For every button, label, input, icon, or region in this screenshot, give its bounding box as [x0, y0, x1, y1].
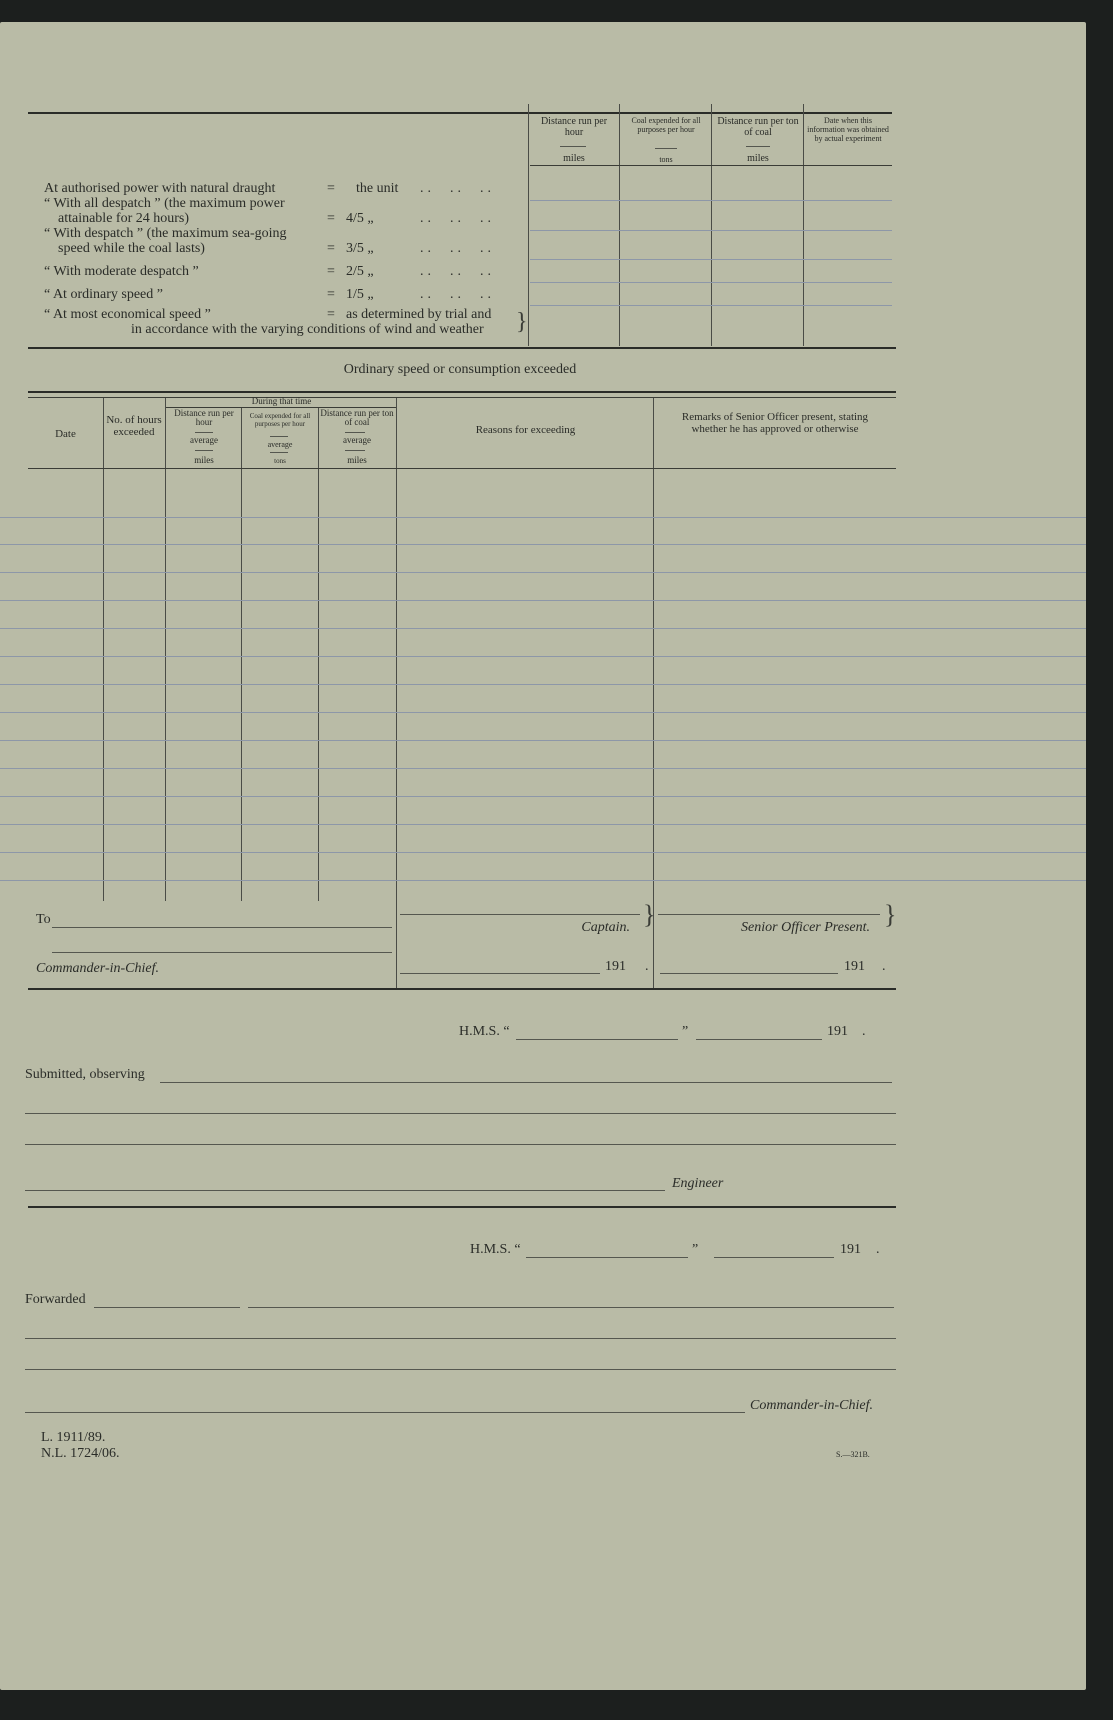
row-label-cont: in accordance with the varying conditions of wind and weather	[131, 322, 484, 337]
col-divider	[396, 398, 397, 988]
leader-dots: .. .. ..	[420, 264, 495, 279]
header-group: During that time	[251, 396, 312, 406]
forwarded-line[interactable]	[248, 1307, 894, 1308]
row-label: “ At ordinary speed ”	[44, 287, 163, 302]
captain-signature-line[interactable]	[400, 914, 640, 915]
ship-name-line[interactable]	[526, 1257, 688, 1258]
commander-label: Commander-in-Chief.	[750, 1398, 873, 1413]
period: .	[862, 1024, 866, 1039]
unit-miles: miles	[347, 455, 367, 465]
close-quote: ”	[692, 1242, 699, 1257]
form-page	[0, 22, 1086, 1690]
row-label-cont: attainable for 24 hours)	[58, 211, 190, 226]
ruled-line	[0, 600, 1086, 601]
ruled-line	[530, 259, 892, 260]
row-label: At authorised power with natural draught	[44, 181, 276, 196]
header-reasons: Reasons for exceeding	[475, 424, 576, 436]
col-divider	[241, 407, 242, 901]
section-rule-thin	[28, 397, 896, 398]
ruled-line	[0, 824, 1086, 825]
row-label: “ With moderate despatch ”	[44, 264, 199, 279]
section-rule	[28, 1206, 896, 1208]
leader-dots: .. .. ..	[420, 211, 495, 226]
to-address-line[interactable]	[52, 927, 392, 928]
header-underline	[270, 452, 288, 453]
ruled-line	[530, 282, 892, 283]
to-address-line-2[interactable]	[52, 952, 392, 953]
unit-miles: miles	[747, 153, 769, 164]
ruled-line	[0, 517, 1086, 518]
row-value: 3/5 „	[346, 241, 374, 256]
header-distance-per-hour: Distance run per hour	[540, 116, 608, 138]
observation-line[interactable]	[25, 1113, 896, 1114]
row-value: as determined by trial and	[346, 307, 492, 322]
forwarded-line[interactable]	[25, 1338, 896, 1339]
row-eq: =	[327, 307, 335, 322]
header-bottom-rule	[530, 165, 892, 166]
engineer-label: Engineer	[672, 1176, 724, 1191]
leader-dots: .. .. ..	[420, 241, 495, 256]
row-value: the unit	[356, 181, 399, 196]
label-average: average	[343, 435, 371, 445]
year: 191	[840, 1242, 861, 1257]
unit-miles: miles	[194, 455, 214, 465]
ruled-line	[530, 230, 892, 231]
col-divider	[318, 407, 319, 901]
ruled-line	[0, 880, 1086, 881]
period: .	[876, 1242, 880, 1257]
ruled-line	[530, 305, 892, 306]
senior-year: 191	[844, 959, 865, 974]
leader-dots: .. .. ..	[420, 287, 495, 302]
leader-dots: .. .. ..	[420, 181, 495, 196]
header-hours: No. of hours exceeded	[106, 414, 162, 438]
col-divider	[528, 104, 529, 346]
section-rule	[28, 988, 896, 990]
date-line[interactable]	[714, 1257, 834, 1258]
label-average: average	[190, 435, 218, 445]
section-rule	[28, 347, 896, 349]
col-divider	[165, 398, 166, 901]
submitted-label: Submitted, observing	[25, 1067, 145, 1082]
section-title: Ordinary speed or consumption exceeded	[343, 362, 577, 377]
ruled-line	[0, 852, 1086, 853]
footer-ref: L. 1911/89.	[41, 1430, 106, 1445]
ruled-line	[0, 768, 1086, 769]
header-date-experiment: Date when this information was obtained by actual experiment	[807, 116, 889, 143]
ruled-line	[0, 740, 1086, 741]
unit-tons: tons	[659, 155, 673, 164]
ruled-line	[0, 544, 1086, 545]
ruled-line	[0, 712, 1086, 713]
brace: }	[643, 900, 656, 929]
footer-ref: N.L. 1724/06.	[41, 1446, 120, 1461]
period: .	[882, 959, 886, 974]
forwarded-label: Forwarded	[25, 1292, 86, 1307]
year: 191	[827, 1024, 848, 1039]
observation-line[interactable]	[160, 1082, 892, 1083]
brace: }	[884, 900, 897, 929]
hms-label: H.M.S. “	[459, 1024, 510, 1039]
commander-label: Commander-in-Chief.	[36, 961, 159, 976]
header-underline	[655, 148, 677, 149]
captain-label: Captain.	[581, 920, 630, 935]
header-underline	[560, 146, 586, 147]
row-label-cont: speed while the coal lasts)	[58, 241, 205, 256]
header-remarks: Remarks of Senior Officer present, stating whether he has approved or otherwise	[681, 411, 869, 435]
row-eq: =	[327, 181, 335, 196]
ruled-line	[0, 628, 1086, 629]
period: .	[645, 959, 649, 974]
row-value: 1/5 „	[346, 287, 374, 302]
header-underline	[270, 436, 288, 437]
header-underline	[195, 450, 213, 451]
header-date: Date	[55, 428, 76, 440]
header-distance-per-ton: Distance run per ton of coal	[717, 116, 799, 138]
col-divider	[103, 398, 104, 901]
row-label: “ With all despatch ” (the maximum power	[44, 196, 285, 211]
date-line[interactable]	[696, 1039, 822, 1040]
header-bottom-rule	[28, 468, 896, 469]
captain-date-line[interactable]	[400, 973, 600, 974]
row-label: “ At most economical speed ”	[44, 307, 211, 322]
row-label: “ With despatch ” (the maximum sea-going	[44, 226, 287, 241]
section-rule	[28, 391, 896, 393]
ruled-line	[0, 684, 1086, 685]
hms-label: H.M.S. “	[470, 1242, 521, 1257]
unit-miles: miles	[563, 153, 585, 164]
col-divider	[803, 104, 804, 346]
header-coal-per-hour: Coal expended for all purposes per hour	[249, 412, 311, 428]
header-underline	[195, 432, 213, 433]
brace: }	[516, 309, 528, 335]
header-dist-per-ton: Distance run per ton of coal	[320, 408, 394, 427]
ruled-line	[0, 572, 1086, 573]
row-value: 2/5 „	[346, 264, 374, 279]
senior-officer-label: Senior Officer Present.	[741, 920, 870, 935]
form-code: S.—321B.	[836, 1450, 870, 1459]
engineer-signature-line[interactable]	[25, 1190, 665, 1191]
forwarded-line[interactable]	[94, 1307, 240, 1308]
header-coal-per-hour: Coal expended for all purposes per hour	[631, 116, 701, 134]
header-underline	[746, 146, 770, 147]
col-divider	[711, 104, 712, 346]
header-underline	[345, 432, 365, 433]
unit-tons: tons	[274, 457, 286, 465]
header-underline	[345, 450, 365, 451]
ruled-line	[0, 796, 1086, 797]
senior-date-line[interactable]	[660, 973, 838, 974]
ruled-line	[0, 656, 1086, 657]
row-eq: =	[327, 211, 335, 226]
ship-name-line[interactable]	[516, 1039, 678, 1040]
row-value: 4/5 „	[346, 211, 374, 226]
captain-year: 191	[605, 959, 626, 974]
senior-signature-line[interactable]	[658, 914, 880, 915]
row-eq: =	[327, 287, 335, 302]
observation-line[interactable]	[25, 1144, 896, 1145]
label-average: average	[267, 440, 293, 449]
row-eq: =	[327, 264, 335, 279]
col-divider	[619, 104, 620, 346]
forwarded-line[interactable]	[25, 1369, 896, 1370]
ruled-line	[530, 200, 892, 201]
header-dist-per-hour: Distance run per hour	[174, 408, 234, 427]
row-eq: =	[327, 241, 335, 256]
commander-signature-line[interactable]	[25, 1412, 745, 1413]
to-label: To	[36, 912, 51, 927]
top-rule	[28, 112, 892, 114]
close-quote: ”	[682, 1024, 689, 1039]
